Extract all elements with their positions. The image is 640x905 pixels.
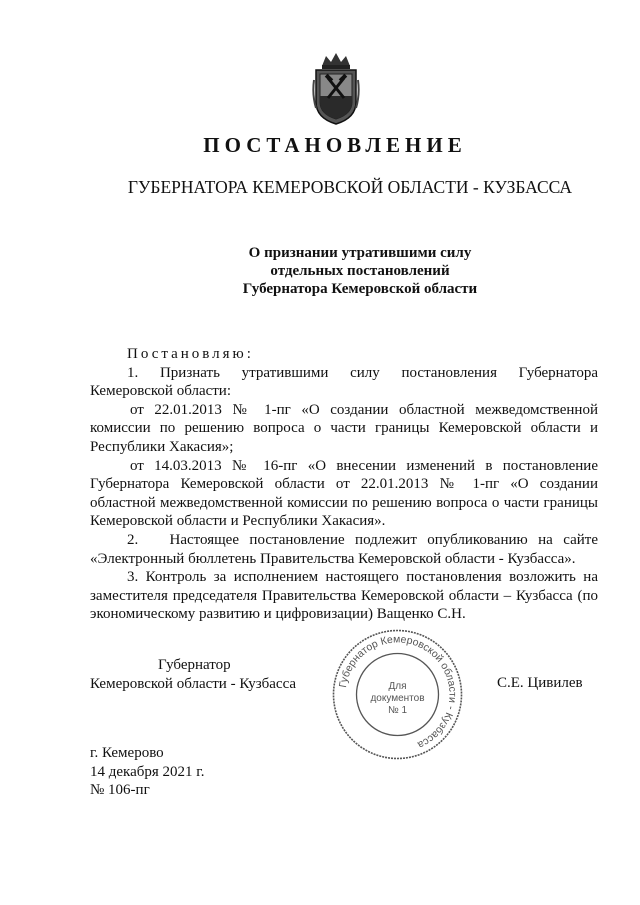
- stamp-center-line: документов: [370, 693, 425, 704]
- signatory-name: С.Е. Цивилев: [497, 675, 583, 691]
- document-body: [90, 345, 602, 624]
- heading-line: О признании утратившими силу: [248, 245, 472, 261]
- heading-line: Губернатора Кемеровской области: [242, 281, 478, 297]
- coat-of-arms-icon: [312, 50, 360, 126]
- heading-line: отдельных постановлений: [270, 263, 450, 279]
- preamble: Постановляю:: [127, 346, 254, 362]
- signature-position: [90, 656, 310, 694]
- stamp-center-line: Для: [388, 681, 407, 692]
- document-subtitle: ГУБЕРНАТОРА КЕМЕРОВСКОЙ ОБЛАСТИ - КУЗБАССА: [127, 177, 573, 197]
- place: г. Кемерово: [90, 745, 164, 761]
- signature-position-line: Губернатор: [158, 657, 231, 673]
- paragraph-1: 1. Признать утратившими силу постановления Губернатора Кемеровской области:: [90, 364, 602, 400]
- paragraph-3: 3. Контроль за исполнением настоящего постановления возложить на заместителя председателя Правительства Кемеровской области – Кузбасса (по экономическому развитию и цифровизации) Ващенко С.Н.: [90, 569, 598, 623]
- document-footer: [90, 744, 205, 800]
- stamp-ring-text: Губернатор Кемеровской области - Кузбасса: [336, 633, 459, 751]
- date: 14 декабря 2021 г.: [90, 763, 205, 780]
- official-stamp: [330, 627, 465, 762]
- stamp-center-line: № 1: [387, 705, 408, 716]
- document-heading: [40, 244, 640, 298]
- document-number: № 106-пг: [90, 782, 150, 798]
- signature-position-line: Кемеровской области - Кузбасса: [90, 676, 297, 692]
- paragraph-1b: от 14.03.2013 № 16-пг «О внесении изменений в постановление Губернатора Кемеровской области от 22.01.2013 № 1-пг «О создании областной межведомственной комиссии по решению вопроса о части границы Кемеровской области и Республики Хакасия».: [90, 457, 598, 530]
- paragraph-2: 2. Настоящее постановление подлежит опубликованию на сайте «Электронный бюллетень Правительства Кемеровской области - Кузбасса».: [90, 531, 602, 567]
- document-title: ПОСТАНОВЛЕНИЕ: [203, 133, 467, 157]
- paragraph-1a: от 22.01.2013 № 1-пг «О создании областной межведомственной комиссии по решению вопроса о части границы Кемеровской области и Республики Хакасия»;: [90, 401, 598, 455]
